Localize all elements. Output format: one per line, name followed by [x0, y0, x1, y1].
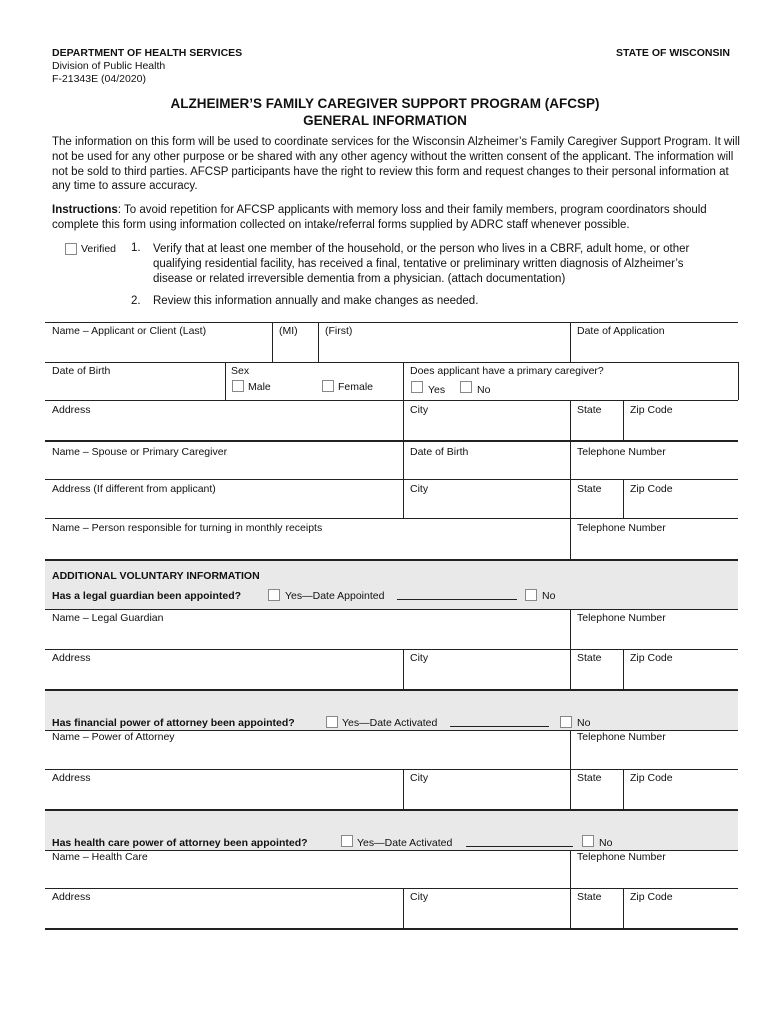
hcpoa-yes-label: Yes—Date Activated	[357, 837, 453, 849]
male-checkbox[interactable]	[232, 380, 244, 392]
applicant-last-name-field[interactable]: Name – Applicant or Client (Last)	[52, 325, 207, 337]
spouse-city-field[interactable]: City	[410, 483, 429, 495]
caregiver-no-label: No	[477, 384, 491, 396]
applicant-zip-field[interactable]: Zip Code	[630, 404, 673, 416]
fpoa-no-label: No	[577, 717, 591, 729]
date-of-application-field[interactable]: Date of Application	[577, 325, 665, 337]
step2-number: 2.	[131, 295, 141, 307]
hcpoa-yes-checkbox[interactable]	[341, 835, 353, 847]
step2-text: Review this information annually and make changes as needed.	[153, 295, 479, 307]
female-checkbox[interactable]	[322, 380, 334, 392]
fpoa-yes-checkbox[interactable]	[326, 716, 338, 728]
hcpoa-date-line[interactable]	[466, 837, 573, 847]
fpoa-address-field[interactable]: Address	[52, 772, 91, 784]
spouse-dob-field[interactable]: Date of Birth	[410, 446, 469, 458]
hcpoa-state-field[interactable]: State	[577, 891, 602, 903]
step1-text: Verify that at least one member of the household, or the person who lives in a CBRF, adult home, or other qualifying residential facility, has received a final, tentative or preliminary written diagnosis of Alzheimer’s disease or related irreversible dementia from a physician. (attach documentation)	[153, 243, 690, 285]
guardian-name-field[interactable]: Name – Legal Guardian	[52, 612, 164, 624]
sex-label: Sex	[231, 365, 250, 377]
fpoa-phone-field[interactable]: Telephone Number	[577, 731, 666, 743]
instructions-text: : To avoid repetition for AFCSP applicants with memory loss and their family members, program coordinators should complete this form using information collected on intake/referral forms supplied by ADRC staff whenever possible.	[52, 204, 707, 231]
hcpoa-name-field[interactable]: Name – Health Care	[52, 851, 148, 863]
fpoa-date-line[interactable]	[450, 717, 549, 727]
fpoa-zip-field[interactable]: Zip Code	[630, 772, 673, 784]
guardian-date-line[interactable]	[397, 590, 517, 600]
division-name: Division of Public Health	[52, 60, 166, 72]
verified-checkbox[interactable]	[65, 243, 77, 255]
applicant-state-field[interactable]: State	[577, 404, 602, 416]
hcpoa-no-checkbox[interactable]	[582, 835, 594, 847]
primary-caregiver-question: Does applicant have a primary caregiver?	[410, 365, 604, 377]
receipts-person-name-field[interactable]: Name – Person responsible for turning in monthly receipts	[52, 522, 323, 534]
step1-number: 1.	[131, 242, 141, 254]
fpoa-name-field[interactable]: Name – Power of Attorney	[52, 731, 175, 743]
spouse-address-field[interactable]: Address (If different from applicant)	[52, 483, 216, 495]
hcpoa-no-label: No	[599, 837, 613, 849]
caregiver-no-checkbox[interactable]	[460, 381, 472, 393]
department-name: DEPARTMENT OF HEALTH SERVICES	[52, 47, 243, 59]
hcpoa-zip-field[interactable]: Zip Code	[630, 891, 673, 903]
fpoa-city-field[interactable]: City	[410, 772, 429, 784]
fpoa-yes-label: Yes—Date Activated	[342, 717, 438, 729]
guardian-phone-field[interactable]: Telephone Number	[577, 612, 666, 624]
fpoa-question: Has financial power of attorney been appointed?	[52, 717, 295, 729]
spouse-name-field[interactable]: Name – Spouse or Primary Caregiver	[52, 446, 228, 458]
guardian-question: Has a legal guardian been appointed?	[52, 590, 242, 602]
guardian-zip-field[interactable]: Zip Code	[630, 652, 673, 664]
instructions-label: Instructions	[52, 204, 118, 216]
spouse-phone-field[interactable]: Telephone Number	[577, 446, 666, 458]
state-name: STATE OF WISCONSIN	[616, 47, 730, 59]
male-label: Male	[248, 381, 271, 393]
guardian-city-field[interactable]: City	[410, 652, 429, 664]
form-subtitle: GENERAL INFORMATION	[303, 113, 467, 128]
spouse-zip-field[interactable]: Zip Code	[630, 483, 673, 495]
applicant-address-field[interactable]: Address	[52, 404, 91, 416]
hcpoa-phone-field[interactable]: Telephone Number	[577, 851, 666, 863]
applicant-first-name-field[interactable]: (First)	[325, 325, 353, 337]
applicant-city-field[interactable]: City	[410, 404, 429, 416]
receipts-person-phone-field[interactable]: Telephone Number	[577, 522, 666, 534]
applicant-dob-field[interactable]: Date of Birth	[52, 365, 111, 377]
hcpoa-question: Has health care power of attorney been appointed?	[52, 837, 308, 849]
caregiver-yes-checkbox[interactable]	[411, 381, 423, 393]
applicant-mi-field[interactable]: (MI)	[279, 325, 298, 337]
guardian-no-checkbox[interactable]	[525, 589, 537, 601]
hcpoa-address-field[interactable]: Address	[52, 891, 91, 903]
voluntary-heading: ADDITIONAL VOLUNTARY INFORMATION	[52, 570, 260, 582]
fpoa-state-field[interactable]: State	[577, 772, 602, 784]
spouse-state-field[interactable]: State	[577, 483, 602, 495]
form-number: F-21343E (04/2020)	[52, 73, 146, 85]
hcpoa-city-field[interactable]: City	[410, 891, 429, 903]
guardian-state-field[interactable]: State	[577, 652, 602, 664]
fpoa-no-checkbox[interactable]	[560, 716, 572, 728]
form-title: ALZHEIMER’S FAMILY CAREGIVER SUPPORT PROGRAM (AFCSP)	[170, 96, 600, 111]
caregiver-yes-label: Yes	[428, 384, 446, 396]
female-label: Female	[338, 381, 374, 393]
instructions-paragraph	[52, 203, 742, 233]
guardian-no-label: No	[542, 590, 556, 602]
guardian-yes-label: Yes—Date Appointed	[285, 590, 385, 602]
intro-paragraph: The information on this form will be used to coordinate services for the Wisconsin Alzheimer’s Family Caregiver Support Program. It will not be used for any other purpose or be shared with any other agency without the written consent of the applicant. The information will not be sold to third parties. AFCSP participants have the right to review this form and request changes to their personal information at any time to assure accuracy.	[52, 136, 740, 193]
guardian-yes-checkbox[interactable]	[268, 589, 280, 601]
verified-label: Verified	[81, 243, 117, 255]
guardian-address-field[interactable]: Address	[52, 652, 91, 664]
